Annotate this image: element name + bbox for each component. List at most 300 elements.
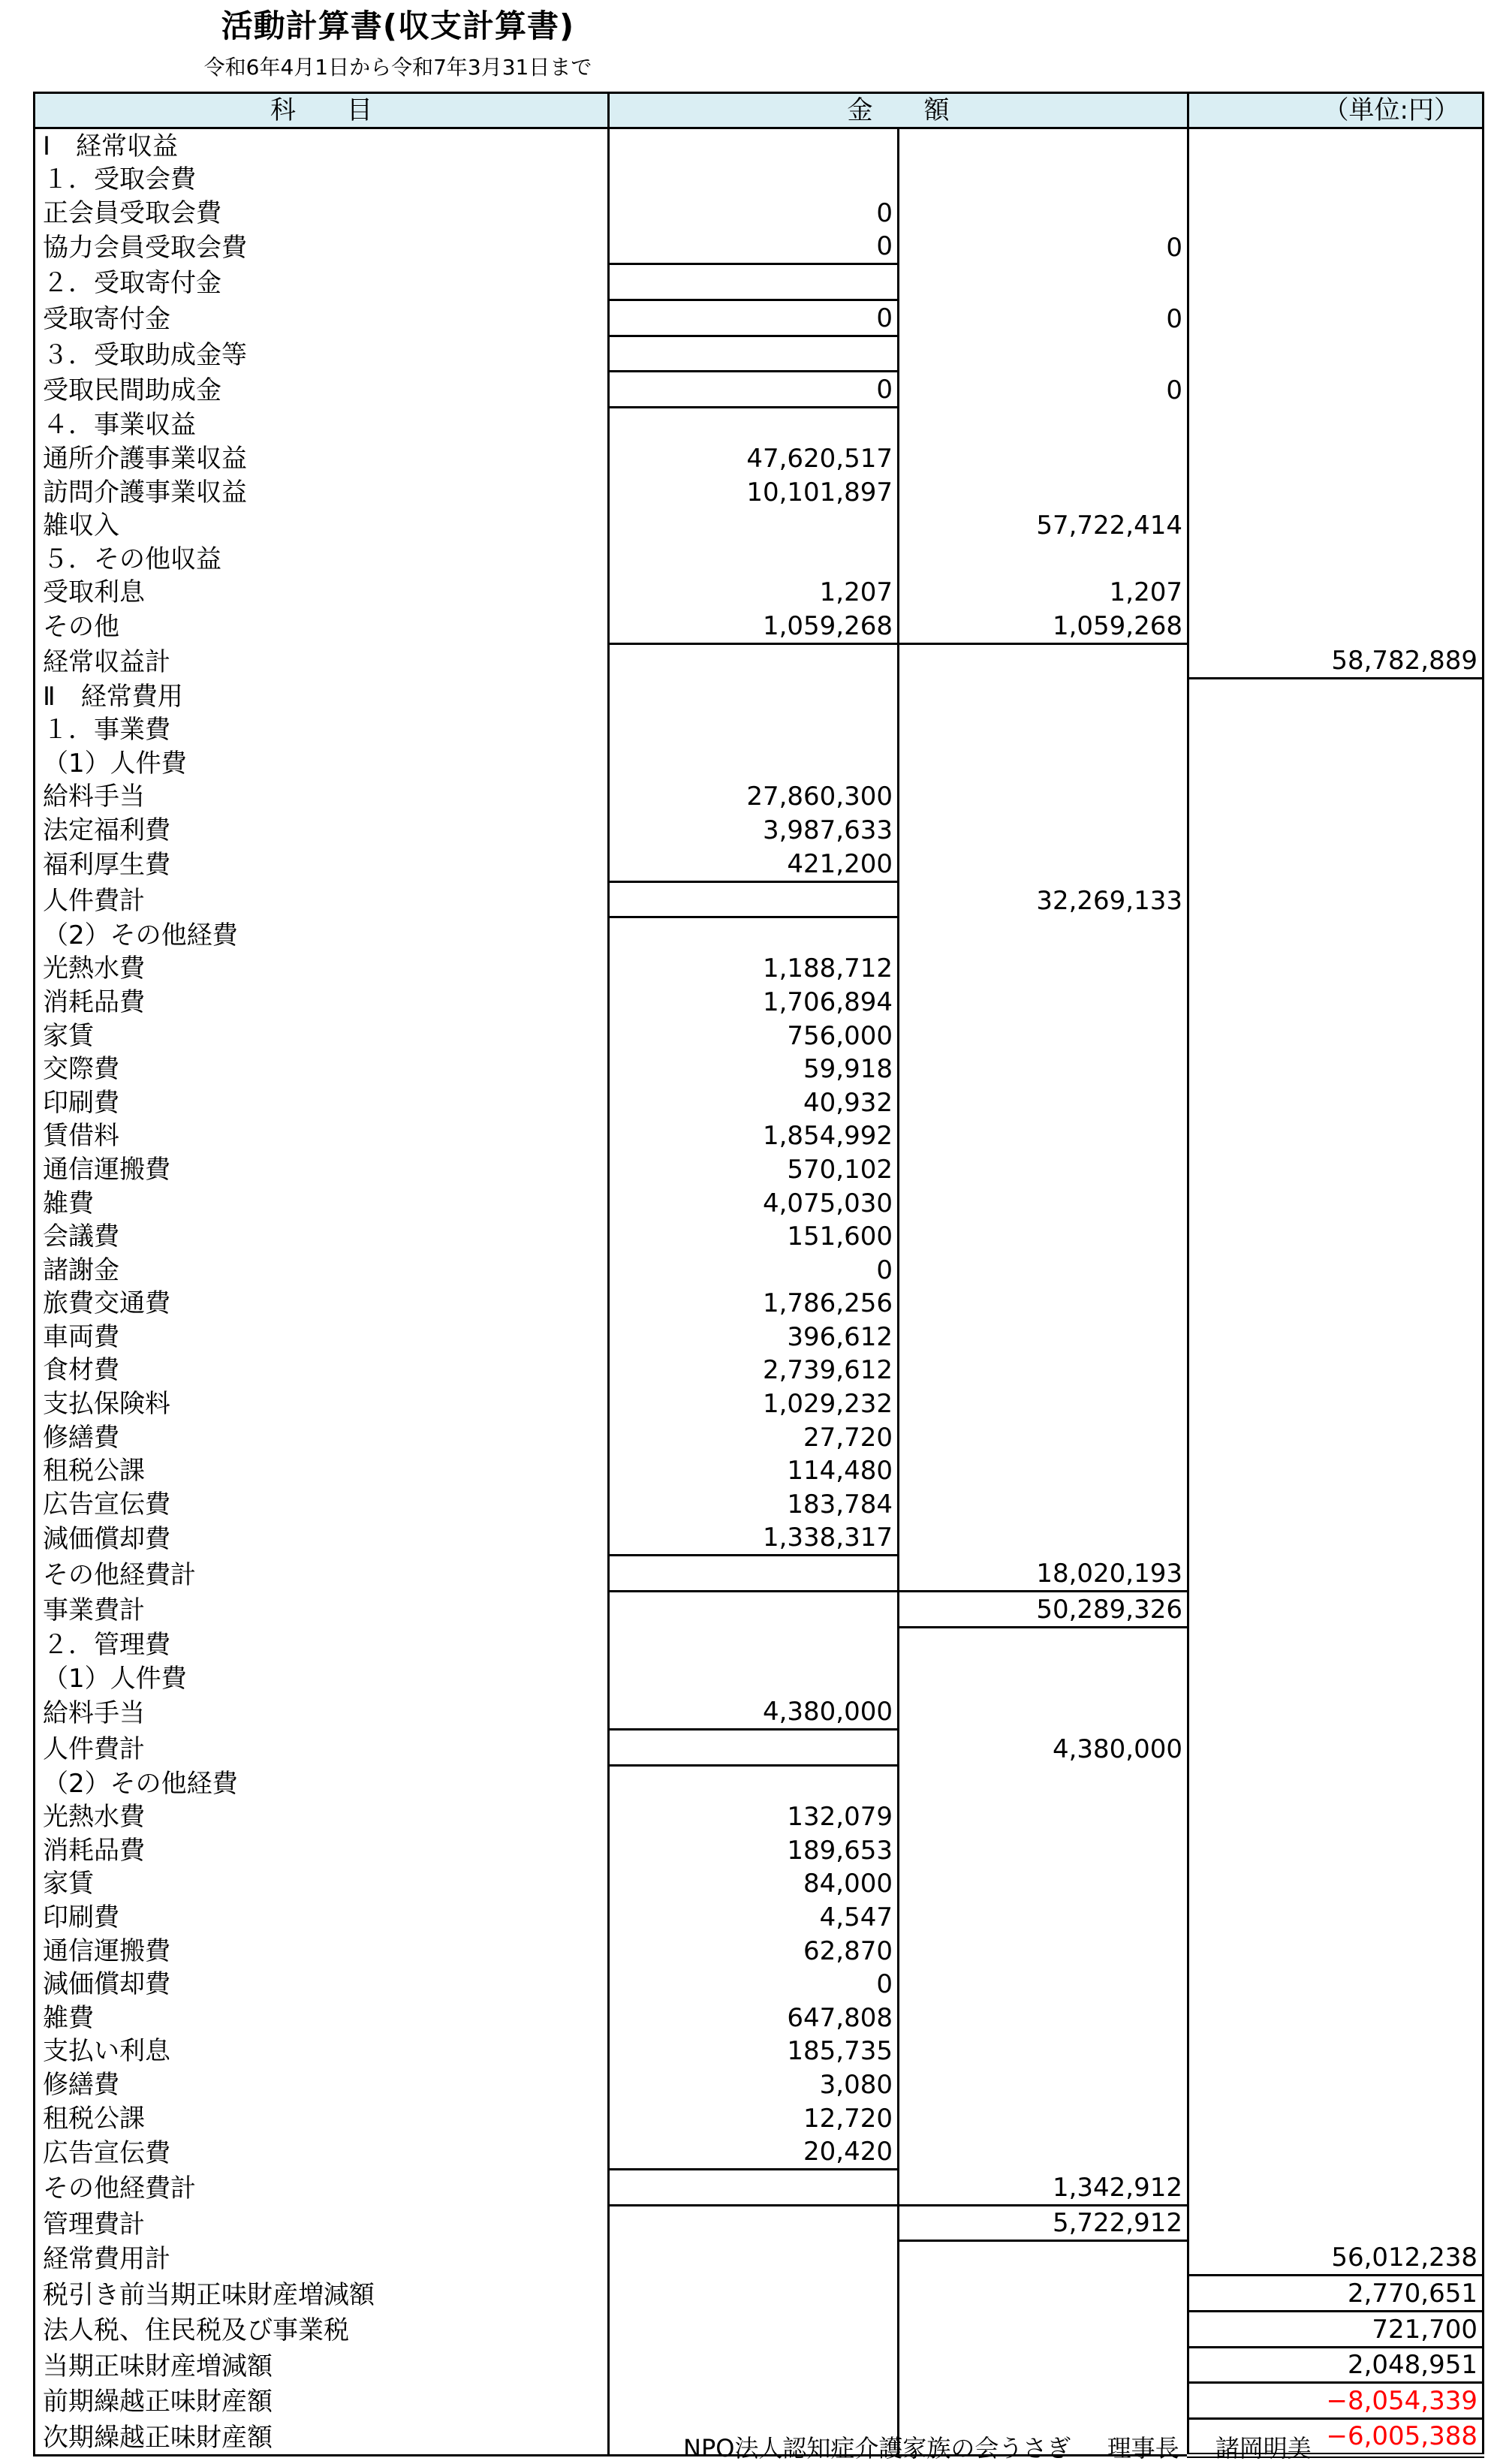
row-label: 減価償却費 [35, 1521, 609, 1556]
amount-col-1: 114,480 [609, 1454, 899, 1488]
row-label: 法定福利費 [35, 813, 609, 847]
row-label: 減価償却費 [35, 1968, 609, 2002]
amount-col-3 [1188, 1592, 1483, 1628]
table-row [35, 2101, 1483, 2135]
amount-col-3: 58,782,889 [1188, 643, 1483, 678]
amount-col-3 [1188, 1556, 1483, 1592]
amount-col-2 [899, 196, 1188, 230]
row-label: ５．その他収益 [35, 542, 609, 576]
amount-col-1 [609, 1661, 899, 1695]
amount-col-3 [1188, 2068, 1483, 2101]
amount-col-1: 20,420 [609, 2135, 899, 2170]
amount-col-2 [899, 128, 1188, 163]
amount-col-1 [609, 1556, 899, 1592]
amount-col-2 [899, 2347, 1188, 2383]
amount-col-1 [609, 509, 899, 543]
amount-col-1 [609, 2276, 899, 2312]
table-row [35, 264, 1483, 300]
row-label: 受取利息 [35, 576, 609, 610]
amount-col-3 [1188, 713, 1483, 747]
table-row [35, 813, 1483, 847]
row-label: 広告宣伝費 [35, 1487, 609, 1521]
amount-col-3 [1188, 300, 1483, 336]
amount-col-2 [899, 1487, 1188, 1521]
row-label: 前期繰越正味財産額 [35, 2383, 609, 2419]
table-row [35, 542, 1483, 576]
table-row [35, 952, 1483, 986]
row-label: Ⅱ 経常費用 [35, 679, 609, 713]
table-row [35, 1152, 1483, 1186]
amount-col-2 [899, 336, 1188, 372]
amount-col-1: 185,735 [609, 2035, 899, 2068]
table-row [35, 2170, 1483, 2206]
amount-col-3 [1188, 509, 1483, 543]
amount-col-3 [1188, 881, 1483, 917]
row-label: 受取民間助成金 [35, 372, 609, 408]
amount-col-2 [899, 746, 1188, 780]
table-row [35, 1320, 1483, 1354]
header-row [35, 93, 1483, 128]
amount-col-2 [899, 1454, 1188, 1488]
table-row [35, 1487, 1483, 1521]
footer-name: 諸岡明美 [1215, 2434, 1312, 2462]
amount-col-2 [899, 1287, 1188, 1321]
amount-col-3 [1188, 847, 1483, 881]
amount-col-2 [899, 163, 1188, 197]
row-label: 給料手当 [35, 1695, 609, 1730]
amount-col-2 [899, 1186, 1188, 1220]
row-label: 修繕費 [35, 2068, 609, 2101]
amount-col-3 [1188, 679, 1483, 713]
amount-col-2 [899, 1900, 1188, 1934]
amount-col-3 [1188, 1320, 1483, 1354]
table-row [35, 441, 1483, 475]
document-title: 活動計算書(収支計算書) [221, 8, 575, 44]
amount-col-3 [1188, 2205, 1483, 2241]
table-row [35, 1627, 1483, 1661]
amount-col-1 [609, 917, 899, 952]
amount-col-1: 183,784 [609, 1487, 899, 1521]
table-row [35, 881, 1483, 917]
amount-col-1: 12,720 [609, 2101, 899, 2135]
row-label: 雑費 [35, 2001, 609, 2035]
table-row [35, 1661, 1483, 1695]
table-row [35, 1220, 1483, 1254]
amount-col-3: −8,054,339 [1188, 2383, 1483, 2419]
row-label: 広告宣伝費 [35, 2135, 609, 2170]
amount-col-2 [899, 1766, 1188, 1800]
footer-organization: NPO法人認知症介護家族の会うさぎ [683, 2434, 1071, 2462]
amount-col-2 [899, 407, 1188, 441]
amount-col-3 [1188, 1053, 1483, 1086]
amount-col-2 [899, 2241, 1188, 2276]
amount-col-3 [1188, 230, 1483, 264]
amount-col-1 [609, 2170, 899, 2206]
amount-col-3 [1188, 264, 1483, 300]
row-label: 管理費計 [35, 2205, 609, 2241]
table-row [35, 163, 1483, 197]
amount-col-1: 151,600 [609, 1220, 899, 1254]
amount-col-1: 1,059,268 [609, 609, 899, 643]
amount-col-1: 0 [609, 372, 899, 408]
amount-col-1 [609, 713, 899, 747]
amount-col-2 [899, 1800, 1188, 1834]
amount-col-1 [609, 881, 899, 917]
amount-col-1: 1,338,317 [609, 1521, 899, 1556]
amount-col-2 [899, 441, 1188, 475]
row-label: Ⅰ 経常収益 [35, 128, 609, 163]
amount-col-3 [1188, 1661, 1483, 1695]
amount-col-2 [899, 2383, 1188, 2419]
amount-col-3 [1188, 1730, 1483, 1766]
row-label: 受取寄付金 [35, 300, 609, 336]
table-row [35, 1556, 1483, 1592]
table-row [35, 2205, 1483, 2241]
table-row [35, 1900, 1483, 1934]
table-row [35, 475, 1483, 509]
table-row [35, 1119, 1483, 1153]
amount-col-1: 84,000 [609, 1867, 899, 1901]
row-label: 支払い利息 [35, 2035, 609, 2068]
amount-col-3 [1188, 1627, 1483, 1661]
amount-col-1: 27,720 [609, 1420, 899, 1454]
amount-col-3 [1188, 407, 1483, 441]
table-row [35, 128, 1483, 163]
amount-col-1 [609, 542, 899, 576]
row-label: ２．管理費 [35, 1627, 609, 1661]
amount-col-3 [1188, 780, 1483, 814]
amount-col-1 [609, 2347, 899, 2383]
amount-col-3 [1188, 2135, 1483, 2170]
row-label: 通信運搬費 [35, 1934, 609, 1968]
amount-col-3 [1188, 1019, 1483, 1053]
table-row [35, 1833, 1483, 1867]
amount-col-3 [1188, 813, 1483, 847]
amount-col-3 [1188, 2170, 1483, 2206]
row-label: 光熱水費 [35, 1800, 609, 1834]
amount-col-1: 570,102 [609, 1152, 899, 1186]
row-label: 会議費 [35, 1220, 609, 1254]
amount-col-2: 32,269,133 [899, 881, 1188, 917]
amount-col-3 [1188, 1287, 1483, 1321]
amount-col-3 [1188, 336, 1483, 372]
row-label: 人件費計 [35, 1730, 609, 1766]
table-row [35, 1934, 1483, 1968]
row-label: （1）人件費 [35, 746, 609, 780]
row-label: 車両費 [35, 1320, 609, 1354]
amount-col-2 [899, 2276, 1188, 2312]
amount-col-1 [609, 643, 899, 678]
amount-col-1 [609, 128, 899, 163]
amount-col-1: 396,612 [609, 1320, 899, 1354]
amount-col-2: 1,342,912 [899, 2170, 1188, 2206]
amount-col-1: 3,987,633 [609, 813, 899, 847]
amount-col-2: 4,380,000 [899, 1730, 1188, 1766]
table-row [35, 300, 1483, 336]
amount-col-3 [1188, 1354, 1483, 1387]
amount-col-1 [609, 1766, 899, 1800]
footer-signature [683, 2429, 1340, 2464]
table-row [35, 2135, 1483, 2170]
table-row [35, 2035, 1483, 2068]
amount-col-1: 189,653 [609, 1833, 899, 1867]
table-row [35, 2001, 1483, 2035]
amount-col-3 [1188, 1119, 1483, 1153]
table-row [35, 1186, 1483, 1220]
amount-col-1: 4,380,000 [609, 1695, 899, 1730]
amount-col-2 [899, 2101, 1188, 2135]
table-row [35, 1086, 1483, 1119]
amount-col-2: 0 [899, 300, 1188, 336]
amount-col-3: 2,770,651 [1188, 2276, 1483, 2312]
row-label: 修繕費 [35, 1420, 609, 1454]
amount-col-1: 10,101,897 [609, 475, 899, 509]
row-label: 印刷費 [35, 1900, 609, 1934]
amount-col-2 [899, 1053, 1188, 1086]
table-row [35, 2276, 1483, 2312]
table-row [35, 1019, 1483, 1053]
amount-col-3 [1188, 2035, 1483, 2068]
row-label: その他 [35, 609, 609, 643]
amount-col-2 [899, 264, 1188, 300]
table-row [35, 1695, 1483, 1730]
amount-col-1: 4,547 [609, 1900, 899, 1934]
row-label: （1）人件費 [35, 1661, 609, 1695]
table-row [35, 746, 1483, 780]
amount-col-2 [899, 1220, 1188, 1254]
row-label: 給料手当 [35, 780, 609, 814]
table-row [35, 230, 1483, 264]
amount-col-1 [609, 264, 899, 300]
amount-col-3 [1188, 1487, 1483, 1521]
amount-col-2 [899, 2001, 1188, 2035]
amount-col-2 [899, 1695, 1188, 1730]
amount-col-1: 0 [609, 1968, 899, 2002]
amount-col-3 [1188, 196, 1483, 230]
table-row [35, 1354, 1483, 1387]
amount-col-3: 721,700 [1188, 2312, 1483, 2348]
amount-col-3 [1188, 985, 1483, 1019]
amount-col-1: 4,075,030 [609, 1186, 899, 1220]
amount-col-2: 50,289,326 [899, 1592, 1188, 1628]
amount-col-3 [1188, 2001, 1483, 2035]
amount-col-1: 0 [609, 230, 899, 264]
amount-col-2 [899, 1867, 1188, 1901]
amount-col-1 [609, 2312, 899, 2348]
amount-col-2 [899, 1019, 1188, 1053]
amount-col-1 [609, 746, 899, 780]
table-row [35, 2241, 1483, 2276]
amount-col-1: 1,188,712 [609, 952, 899, 986]
amount-col-1: 3,080 [609, 2068, 899, 2101]
row-label: 人件費計 [35, 881, 609, 917]
row-label: 雑費 [35, 1186, 609, 1220]
row-label: 正会員受取会費 [35, 196, 609, 230]
amount-col-3 [1188, 1454, 1483, 1488]
amount-col-1 [609, 1627, 899, 1661]
amount-col-2 [899, 1354, 1188, 1387]
row-label: 当期正味財産増減額 [35, 2347, 609, 2383]
amount-col-1: 421,200 [609, 847, 899, 881]
amount-col-2 [899, 1387, 1188, 1420]
row-label: 食材費 [35, 1354, 609, 1387]
amount-col-3 [1188, 441, 1483, 475]
table-row [35, 576, 1483, 610]
amount-col-1 [609, 336, 899, 372]
amount-col-1 [609, 1730, 899, 1766]
table-row [35, 985, 1483, 1019]
amount-col-3 [1188, 1186, 1483, 1220]
row-label: 租税公課 [35, 2101, 609, 2135]
amount-col-2 [899, 1253, 1188, 1287]
amount-col-2: 18,020,193 [899, 1556, 1188, 1592]
amount-col-1 [609, 163, 899, 197]
amount-col-1: 40,932 [609, 1086, 899, 1119]
row-label: 消耗品費 [35, 1833, 609, 1867]
amount-col-3 [1188, 1934, 1483, 1968]
row-label: 家賃 [35, 1019, 609, 1053]
amount-col-3 [1188, 1152, 1483, 1186]
amount-col-1 [609, 2241, 899, 2276]
amount-col-3 [1188, 128, 1483, 163]
amount-col-2 [899, 1521, 1188, 1556]
row-label: 雑収入 [35, 509, 609, 543]
row-label: 経常収益計 [35, 643, 609, 678]
header-subject: 科 目 [35, 93, 609, 128]
amount-col-2 [899, 1627, 1188, 1661]
table-row [35, 1592, 1483, 1628]
amount-col-2: 5,722,912 [899, 2205, 1188, 2241]
amount-col-2 [899, 1934, 1188, 1968]
amount-col-1: 132,079 [609, 1800, 899, 1834]
table-row [35, 1968, 1483, 2002]
row-label: 協力会員受取会費 [35, 230, 609, 264]
statement-table [33, 92, 1484, 2458]
amount-col-1 [609, 2383, 899, 2419]
amount-col-2 [899, 2068, 1188, 2101]
amount-col-2 [899, 1661, 1188, 1695]
amount-col-2: 0 [899, 230, 1188, 264]
table-row [35, 509, 1483, 543]
row-label: 法人税、住民税及び事業税 [35, 2312, 609, 2348]
amount-col-3 [1188, 609, 1483, 643]
row-label: ４．事業収益 [35, 407, 609, 441]
table-row [35, 1387, 1483, 1420]
amount-col-1: 47,620,517 [609, 441, 899, 475]
amount-col-1: 756,000 [609, 1019, 899, 1053]
amount-col-1: 1,854,992 [609, 1119, 899, 1153]
amount-col-1: 2,739,612 [609, 1354, 899, 1387]
table-row [35, 1053, 1483, 1086]
table-row [35, 780, 1483, 814]
row-label: 次期繰越正味財産額 [35, 2418, 609, 2456]
amount-col-1 [609, 1592, 899, 1628]
amount-col-1 [609, 407, 899, 441]
amount-col-1: 0 [609, 1253, 899, 1287]
table-row [35, 679, 1483, 713]
header-amount: 金 額 [609, 93, 1188, 128]
amount-col-3 [1188, 1086, 1483, 1119]
table-row [35, 1454, 1483, 1488]
amount-col-3 [1188, 1253, 1483, 1287]
amount-col-3 [1188, 1521, 1483, 1556]
row-label: ３．受取助成金等 [35, 336, 609, 372]
statement-rows [35, 128, 1483, 2456]
amount-col-3 [1188, 1867, 1483, 1901]
row-label: 消耗品費 [35, 985, 609, 1019]
amount-col-2 [899, 917, 1188, 952]
row-label: 旅費交通費 [35, 1287, 609, 1321]
amount-col-3 [1188, 372, 1483, 408]
table-row [35, 336, 1483, 372]
amount-col-3 [1188, 2101, 1483, 2135]
amount-col-2 [899, 475, 1188, 509]
table-row [35, 1253, 1483, 1287]
amount-col-3 [1188, 1387, 1483, 1420]
amount-col-2 [899, 1152, 1188, 1186]
amount-col-2 [899, 985, 1188, 1019]
amount-col-3 [1188, 1695, 1483, 1730]
table-row [35, 713, 1483, 747]
amount-col-2: 57,722,414 [899, 509, 1188, 543]
amount-col-2 [899, 1420, 1188, 1454]
footer-role: 理事長 [1107, 2434, 1179, 2462]
row-label: 支払保険料 [35, 1387, 609, 1420]
table-row [35, 1730, 1483, 1766]
table-row [35, 2383, 1483, 2419]
row-label: 訪問介護事業収益 [35, 475, 609, 509]
amount-col-3 [1188, 1968, 1483, 2002]
table-row [35, 2068, 1483, 2101]
amount-col-1 [609, 2205, 899, 2241]
row-label: 租税公課 [35, 1454, 609, 1488]
row-label: その他経費計 [35, 2170, 609, 2206]
amount-col-2 [899, 713, 1188, 747]
amount-col-3 [1188, 475, 1483, 509]
amount-col-3 [1188, 163, 1483, 197]
row-label: 家賃 [35, 1867, 609, 1901]
amount-col-1: 0 [609, 196, 899, 230]
amount-col-3: 56,012,238 [1188, 2241, 1483, 2276]
table-row [35, 917, 1483, 952]
amount-col-1 [609, 679, 899, 713]
row-label: 諸謝金 [35, 1253, 609, 1287]
table-row [35, 1766, 1483, 1800]
amount-col-3 [1188, 1900, 1483, 1934]
row-label: 福利厚生費 [35, 847, 609, 881]
row-label: 賃借料 [35, 1119, 609, 1153]
amount-col-2 [899, 1320, 1188, 1354]
table-row [35, 1287, 1483, 1321]
amount-col-2 [899, 542, 1188, 576]
amount-col-3 [1188, 542, 1483, 576]
amount-col-2: 1,059,268 [899, 609, 1188, 643]
row-label: １．事業費 [35, 713, 609, 747]
table-row [35, 196, 1483, 230]
row-label: １．受取会費 [35, 163, 609, 197]
table-row [35, 2312, 1483, 2348]
row-label: その他経費計 [35, 1556, 609, 1592]
table-row [35, 1867, 1483, 1901]
amount-col-3 [1188, 1833, 1483, 1867]
amount-col-3 [1188, 1420, 1483, 1454]
amount-col-3: 2,048,951 [1188, 2347, 1483, 2383]
table-row [35, 1521, 1483, 1556]
row-label: 交際費 [35, 1053, 609, 1086]
amount-col-3 [1188, 952, 1483, 986]
amount-col-2 [899, 1086, 1188, 1119]
row-label: 経常費用計 [35, 2241, 609, 2276]
